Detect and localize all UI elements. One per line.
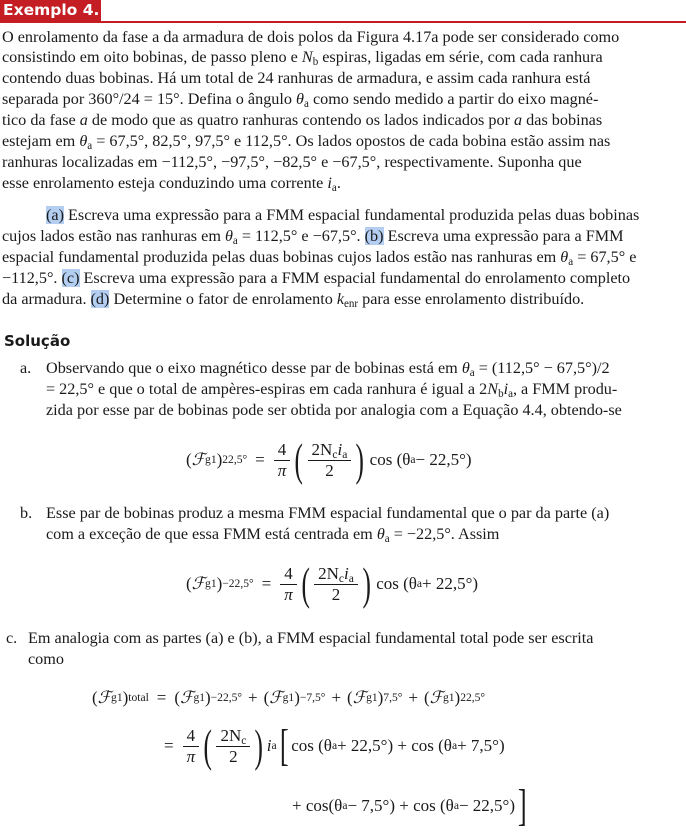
example-title-bar — [0, 0, 111, 22]
equation-c-line-2: = $\frac{4}{\pi}$ ( $\frac{2N_c}{2}$ ) i a [ cos (θ a + 22,5°) + cos (θ a + 7,5°) — [164, 720, 505, 771]
problem-line-2: consistindo em oito bobinas, de passo pleno e $N_b$ espiras, ligadas em série, com cada ranhura — [2, 48, 603, 69]
question-b-tag: (b) — [364, 227, 384, 245]
problem-line-1: O enrolamento da fase a da armadura de dois polos da Figura 4.17a pode ser considerado como — [2, 28, 620, 46]
equation-c-line-1: ( ℱ g1 ) total = ( ℱ g1 ) −22,5° + ( ℱ g1 ) −7,5° + ( ℱ g1 ) 7,5° + ( ℱ g1 ) 22,5° — [92, 688, 486, 707]
solution-c-line-1: Em analogia com as partes (a) e (b), a FMM espacial fundamental total pode ser escrita — [28, 629, 594, 647]
problem-line-8: esse enrolamento esteja conduzindo uma corrente $i_a$. — [2, 174, 341, 195]
question-a-tag: (a) — [46, 206, 64, 224]
solution-b-line-1: Esse par de bobinas produz a mesma FMM espacial fundamental que o par da parte (a) — [46, 504, 610, 522]
question-line-2: cujos lados estão nas ranhuras em $\theta_a = 112,5^\circ$ e −67,5°. (b) Escreva uma expressão para a FMM — [2, 227, 624, 248]
solution-a-label: a. — [20, 359, 32, 377]
solution-b-label: b. — [20, 504, 33, 522]
question-line-1: (a) Escreva uma expressão para a FMM espacial fundamental produzida pelas duas bobinas — [46, 206, 640, 224]
equation-a: ( ℱ g1 ) 22,5° = $\frac{4}{\pi}$ ( $\frac{2N_ci_a}{2}$ ) cos (θ a − 22,5°) — [186, 434, 472, 485]
solution-c-line-2: como — [28, 650, 64, 668]
question-line-4: −112,5°. (c) Escreva uma expressão para a FMM espacial fundamental do enrolamento completo — [2, 269, 631, 287]
example-title: Exemplo 4.1 — [3, 1, 111, 19]
problem-line-3: contendo duas bobinas. Há um total de 24 ranhuras de armadura, e assim cada ranhura está — [2, 69, 591, 87]
question-line-3: espacial fundamental produzida pelas duas bobinas cujos lados estão nas ranhuras em $\theta_a = 67,5^\circ$ e — [2, 248, 637, 269]
equation-b: ( ℱ g1 ) −22,5° = $\frac{4}{\pi}$ ( $\frac{2N_ci_a}{2}$ ) cos (θ a + 22,5°) — [186, 558, 479, 609]
solution-c-label: c. — [6, 629, 18, 647]
problem-line-7: ranhuras localizadas em −112,5°, −97,5°, −82,5° e −67,5°, respectivamente. Suponha que — [2, 153, 582, 171]
problem-line-5: tico da fase a de modo que as quatro ranhuras contendo os lados indicados por a das bobinas — [2, 111, 603, 129]
equation-c-line-3: + cos(θ a − 7,5°) + cos (θ a − 22,5°) ] — [292, 781, 527, 830]
question-d-tag: (d) — [90, 290, 110, 308]
question-line-5: da armadura. (d) Determine o fator de enrolamento $k_{enr}$ para esse enrolamento distribuído. — [2, 290, 585, 311]
title-rule — [0, 21, 686, 23]
solution-a-line-2: = 22,5° e que o total de ampères-espiras em cada ranhura é igual a $2N_bi_a$, a FMM produ- — [46, 380, 618, 401]
solution-a-line-3: zida por esse par de bobinas pode ser obtida por analogia com a Equação 4.4, obtendo-se — [46, 401, 622, 419]
question-c-tag: (c) — [61, 269, 80, 287]
problem-line-4: separada por 360°/24 = 15°. Defina o ângulo $\theta_a$ como sendo medido a partir do eixo magné- — [2, 90, 599, 111]
solution-a-line-1: Observando que o eixo magnético desse par de bobinas está em $\theta_a = (112,5^\circ - 67,5^\circ)/2$ — [46, 359, 610, 380]
problem-line-6: estejam em $\theta_a = 67,5^\circ$, 82,5°, 97,5° e 112,5°. Os lados opostos de cada bobina estão assim nas — [2, 132, 611, 153]
solution-b-line-2: com a exceção de que essa FMM está centrada em $\theta_a = -22,5^\circ$. Assim — [46, 525, 500, 546]
solution-heading: Solução — [4, 332, 71, 350]
